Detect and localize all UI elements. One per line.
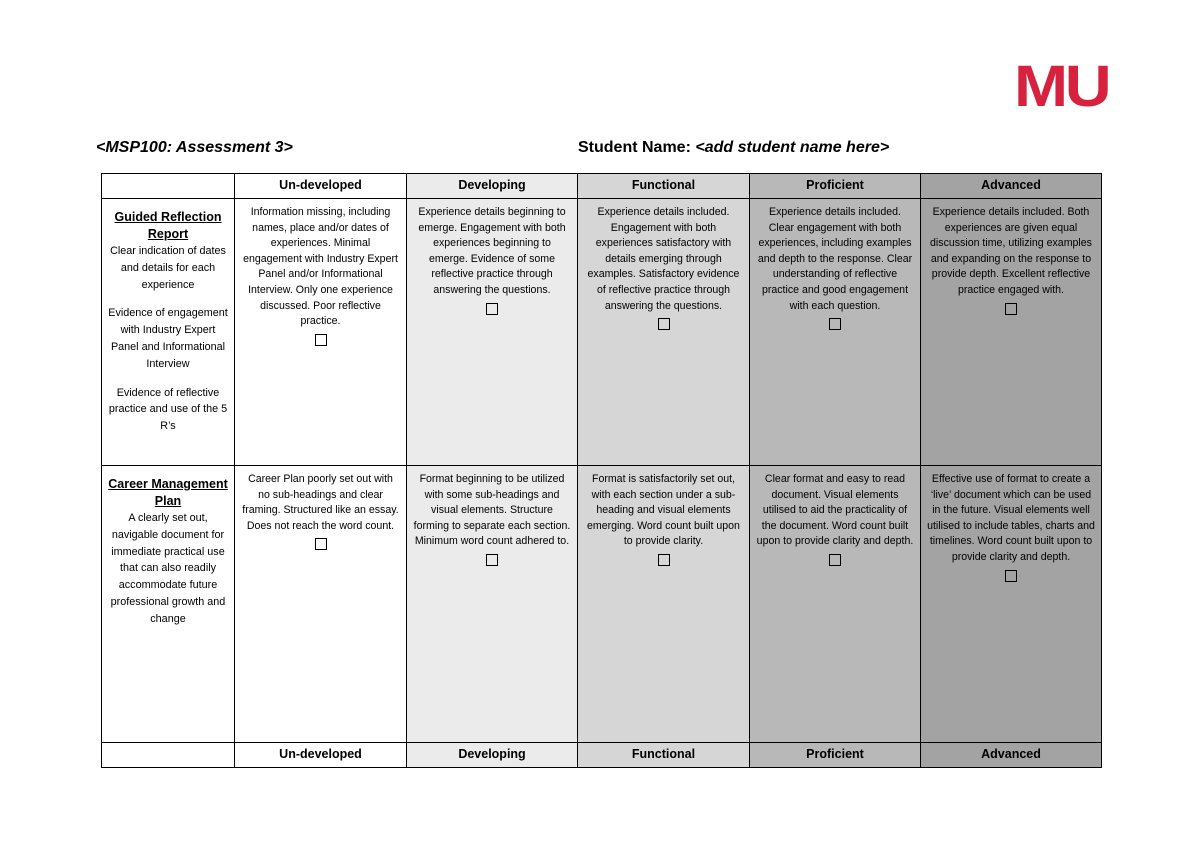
- criterion-point: Evidence of reflective practice and use of the 5 R’s: [108, 386, 228, 433]
- student-name-label: Student Name:: [578, 139, 691, 156]
- descriptor-text: Career Plan poorly set out with no sub-headings and clear framing. Structured like an essay. Does not reach the word count.: [242, 473, 399, 532]
- level-header-undeveloped: Un-developed: [235, 174, 407, 199]
- criterion-cell-guided-reflection: [102, 199, 235, 466]
- criterion-point: A clearly set out, navigable document for immediate practical use that can also readily accommodate future professional growth and change: [110, 512, 226, 625]
- rubric-cell-undeveloped: [235, 199, 407, 466]
- level-footer-advanced: Advanced: [921, 743, 1102, 768]
- level-footer-proficient: Proficient: [750, 743, 921, 768]
- criteria-header-cell: [102, 174, 235, 199]
- criterion-point: Evidence of engagement with Industry Expert Panel and Informational Interview: [108, 307, 228, 370]
- rubric-cell-functional: [578, 466, 750, 743]
- checkbox[interactable]: [658, 318, 670, 330]
- rubric-cell-developing: [407, 199, 578, 466]
- checkbox[interactable]: [829, 318, 841, 330]
- checkbox[interactable]: [486, 554, 498, 566]
- rubric-cell-undeveloped: [235, 466, 407, 743]
- checkbox[interactable]: [315, 334, 327, 346]
- descriptor-text: Experience details included. Both experiences are given equal discussion time, utilizing examples and expanding on the response to provide depth. Excellent reflective practice engaged with.: [930, 206, 1092, 296]
- criterion-point: Clear indication of dates and details for each experience: [110, 245, 226, 291]
- checkbox[interactable]: [486, 303, 498, 315]
- rubric-row-guided-reflection: [102, 199, 1102, 466]
- criterion-cell-career-plan: [102, 466, 235, 743]
- criterion-title: Guided Reflection Report: [114, 210, 222, 241]
- descriptor-text: Information missing, including names, place and/or dates of experiences. Minimal engagement with Industry Expert Panel and/or Informational Interview. Only one experience discussed. Poor reflective practice.: [243, 206, 398, 328]
- level-footer-developing: Developing: [407, 743, 578, 768]
- descriptor-text: Experience details beginning to emerge. Engagement with both experiences beginning to emerge. Evidence of some reflective practice through answering the questions.: [418, 206, 566, 296]
- descriptor-text: Experience details included. Clear engagement with both experiences, including examples and depth to the response. Clear understanding of reflective practice and good engagement with each question.: [757, 206, 913, 312]
- checkbox[interactable]: [829, 554, 841, 566]
- rubric-cell-proficient: [750, 466, 921, 743]
- student-name-placeholder[interactable]: <add student name here>: [695, 139, 890, 156]
- rubric-cell-developing: [407, 466, 578, 743]
- criterion-title: Career Management Plan: [108, 477, 228, 508]
- rubric-header-row: [102, 174, 1102, 199]
- rubric-cell-advanced: [921, 466, 1102, 743]
- rubric-cell-proficient: [750, 199, 921, 466]
- assessment-title: <MSP100: Assessment 3>: [96, 139, 293, 156]
- checkbox[interactable]: [658, 554, 670, 566]
- descriptor-text: Clear format and easy to read document. Visual elements utilised to aid the practicality of the document. Word count built upon to provide clarity and depth.: [756, 473, 914, 548]
- rubric-cell-advanced: [921, 199, 1102, 466]
- level-header-functional: Functional: [578, 174, 750, 199]
- checkbox[interactable]: [1005, 303, 1017, 315]
- level-footer-undeveloped: Un-developed: [235, 743, 407, 768]
- rubric-cell-functional: [578, 199, 750, 466]
- checkbox[interactable]: [315, 538, 327, 550]
- criteria-footer-cell: [102, 743, 235, 768]
- descriptor-text: Format is satisfactorily set out, with each section under a sub-heading and visual elements emerging. Word count built upon to provide clarity.: [587, 473, 740, 548]
- level-footer-functional: Functional: [578, 743, 750, 768]
- student-name-heading: [578, 138, 889, 158]
- level-header-advanced: Advanced: [921, 174, 1102, 199]
- checkbox[interactable]: [1005, 570, 1017, 582]
- rubric-footer-row: [102, 743, 1102, 768]
- mu-logo: MU: [1014, 54, 1109, 119]
- level-header-developing: Developing: [407, 174, 578, 199]
- descriptor-text: Experience details included. Engagement with both experiences satisfactory with details emerging through examples. Satisfactory evidence of reflective practice through answering the questions.: [587, 206, 740, 312]
- assessment-rubric-table: [101, 173, 1102, 768]
- descriptor-text: Effective use of format to create a ‘live’ document which can be used in the future. Visual elements well utilised to include tables, charts and timelines. Word count built upon to provide clarity and depth.: [927, 473, 1095, 563]
- rubric-row-career-plan: [102, 466, 1102, 743]
- level-header-proficient: Proficient: [750, 174, 921, 199]
- descriptor-text: Format beginning to be utilized with some sub-headings and visual elements. Structure forming to separate each section. Minimum word count adhered to.: [413, 473, 571, 548]
